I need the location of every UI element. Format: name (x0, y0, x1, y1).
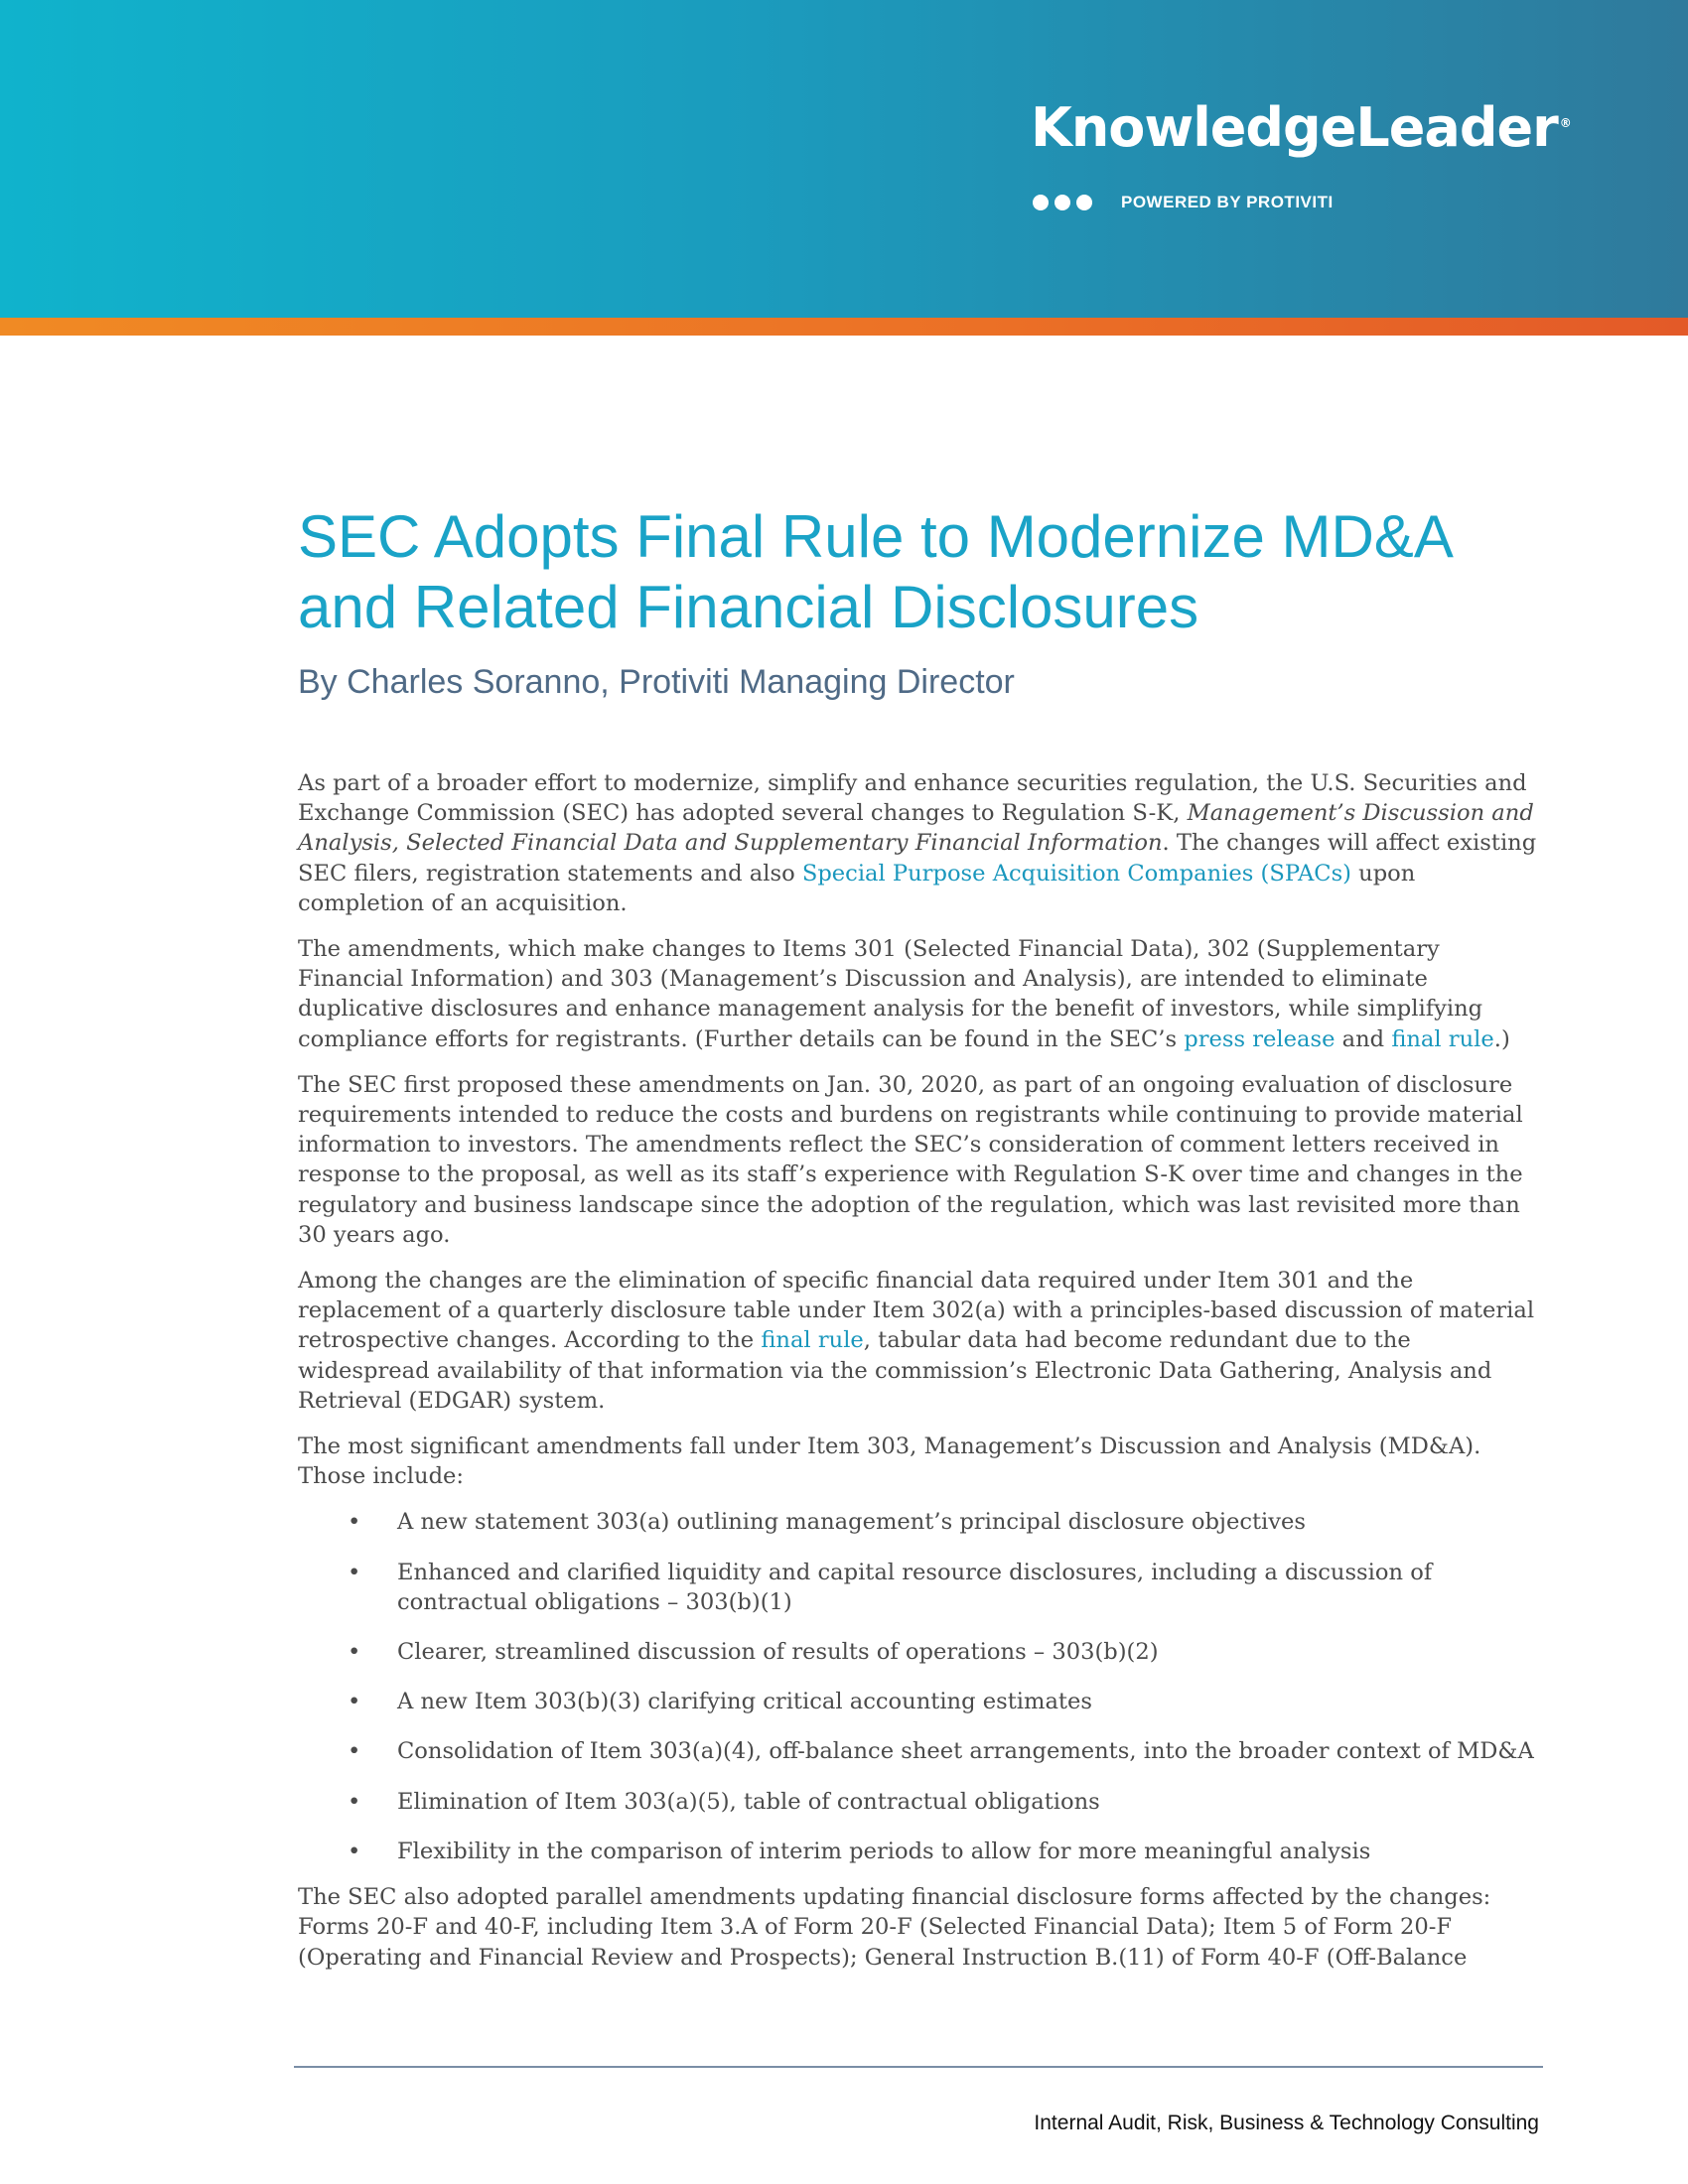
article-body (298, 768, 1547, 1988)
list-item-text: A new Item 303(b)(3) clarifying critical accounting estimates (397, 1689, 1092, 1715)
list-item-text: Elimination of Item 303(a)(5), table of contractual obligations (397, 1788, 1100, 1815)
paragraph-6: The SEC also adopted parallel amendments updating financial disclosure forms affected by the changes: Forms 20-F and 40-F, including Item 3.A of Form 20-F (Selected Financial Data); Item 5 of Form 20-F (Operating and Financial Review and Prospects); General Instruction B.(11) of Form 40-F (Off-Balance (298, 1884, 1491, 1971)
p2-text-b: and (1335, 1025, 1392, 1052)
dot-2 (1055, 195, 1070, 210)
list-item (298, 1507, 1547, 1537)
amendments-list (298, 1507, 1547, 1866)
header-accent-stripe (0, 318, 1688, 336)
list-item-text: Clearer, streamlined discussion of results of operations – 303(b)(2) (397, 1639, 1159, 1666)
p1-text-b: . The changes will affect existing SEC filers, registration statements and also (298, 830, 1537, 887)
header-banner (0, 0, 1688, 318)
byline: By Charles Soranno, Protiviti Managing Director (298, 663, 1015, 701)
list-item-text: Consolidation of Item 303(a)(4), off-balance sheet arrangements, into the broader context of MD&A (397, 1738, 1534, 1765)
dot-3 (1076, 195, 1092, 210)
p4-text-b: , tabular data had become redundant due to the widespread availability of that information via the commission’s Electronic Data Gathering, Analysis and Retrieval (EDGAR) system. (298, 1327, 1492, 1414)
spacs-link[interactable]: Special Purpose Acquisition Companies (SPACs) (801, 860, 1351, 887)
bullet-icon: • (348, 1559, 361, 1585)
list-item-text: Flexibility in the comparison of interim periods to allow for more meaningful analysis (397, 1838, 1371, 1864)
p2-text-a: The amendments, which make changes to Items 301 (Selected Financial Data), 302 (Supplementary Financial Information) and 303 (Management’s Discussion and Analysis), are intended to eliminate duplicative disclosures and enhance management analysis for the benefit of investors, while simplifying compliance efforts for registrants. (Further details can be found in the SEC’s (298, 936, 1483, 1052)
paragraph-2 (298, 934, 1547, 1054)
brand-name: KnowledgeLeader (1031, 96, 1558, 159)
p4-text-a: Among the changes are the elimination of specific financial data required under Item 301 and the replacement of a quarterly disclosure table under Item 302(a) with a principles-based discussion of material retrospective changes. According to the (298, 1268, 1535, 1354)
p1-text-c: upon completion of an acquisition. (298, 860, 1416, 916)
knowledgeleader-logo[interactable] (1031, 96, 1571, 159)
list-item (298, 1837, 1547, 1866)
bullet-icon: • (348, 1788, 361, 1815)
bullet-icon: • (348, 1689, 361, 1715)
bullet-icon: • (348, 1639, 361, 1666)
p2-text-c: .) (1493, 1025, 1510, 1052)
list-item-text: A new statement 303(a) outlining management’s principal disclosure objectives (397, 1509, 1307, 1536)
paragraph-4 (298, 1266, 1547, 1416)
paragraph-5: The most significant amendments fall under Item 303, Management’s Discussion and Analysis (MD&A). Those include: (298, 1433, 1481, 1490)
p1-italic-title: Management’s Discussion and Analysis, Selected Financial Data and Supplementary Financial Information (298, 800, 1534, 857)
paragraph-1 (298, 768, 1547, 918)
page-title: SEC Adopts Final Rule to Modernize MD&A and Related Financial Disclosures (298, 503, 1451, 640)
final-rule-link-2[interactable]: final rule (761, 1327, 864, 1354)
p1-text-a: As part of a broader effort to modernize, simplify and enhance securities regulation, the U.S. Securities and Exchange Commission (SEC) has adopted several changes to Regulation S-K, (298, 770, 1527, 827)
footer-tagline: Internal Audit, Risk, Business & Technology Consulting (1034, 2112, 1539, 2134)
footer-divider (294, 2066, 1543, 2068)
list-item (298, 1787, 1547, 1817)
list-item-text: Enhanced and clarified liquidity and capital resource disclosures, including a discussion of contractual obligations – 303(b)(1) (397, 1559, 1433, 1615)
bullet-icon: • (348, 1838, 361, 1864)
powered-by-tagline: POWERED BY PROTIVITI (1121, 193, 1334, 211)
protiviti-dots-icon (1033, 195, 1092, 210)
list-item (298, 1558, 1547, 1617)
bullet-icon: • (348, 1509, 361, 1536)
registered-mark: ® (1559, 116, 1571, 130)
list-item (298, 1637, 1547, 1667)
bullet-icon: • (348, 1738, 361, 1765)
dot-1 (1033, 195, 1049, 210)
paragraph-3: The SEC first proposed these amendments on Jan. 30, 2020, as part of an ongoing evaluation of disclosure requirements intended to reduce the costs and burdens on registrants while continuing to provide material information to investors. The amendments reflect the SEC’s consideration of comment letters received in response to the proposal, as well as its staff’s experience with Regulation S-K over time and changes in the regulatory and business landscape since the adoption of the regulation, which was last revisited more than 30 years ago. (298, 1071, 1523, 1248)
list-item (298, 1736, 1547, 1766)
final-rule-link[interactable]: final rule (1391, 1025, 1494, 1052)
press-release-link[interactable]: press release (1184, 1025, 1336, 1052)
list-item (298, 1687, 1547, 1716)
